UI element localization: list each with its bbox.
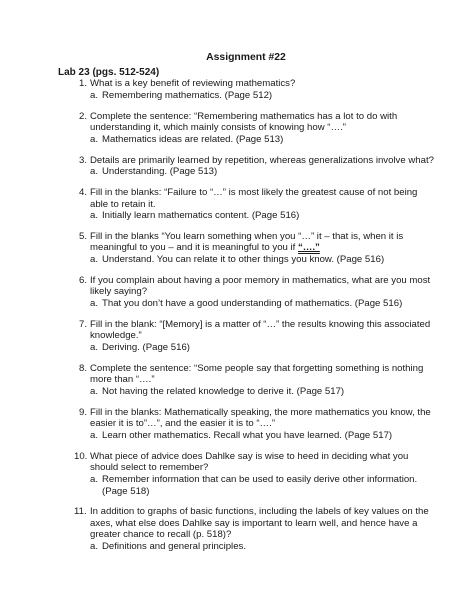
answer-letter: a. bbox=[90, 133, 99, 145]
answer-letter: a. bbox=[90, 254, 99, 266]
question-11 bbox=[58, 506, 434, 552]
answer-5 bbox=[90, 254, 434, 266]
answer-2 bbox=[90, 134, 434, 146]
answer-letter: a. bbox=[90, 429, 99, 441]
question-8 bbox=[58, 363, 434, 398]
answer-text: Initially learn mathematics content. (Page 516) bbox=[102, 210, 300, 222]
question-text bbox=[90, 231, 434, 254]
question-number: 5. bbox=[79, 230, 88, 242]
answer-letter: a. bbox=[90, 210, 99, 222]
question-7 bbox=[58, 319, 434, 354]
question-text: Fill in the blanks: Mathematically speaking, the more mathematics you know, the easier it is to”…”, and the easier it is to “….” bbox=[90, 406, 431, 430]
answer-text: That you don’t have a good understanding of mathematics. (Page 516) bbox=[102, 298, 403, 310]
answer-letter: a. bbox=[90, 473, 99, 485]
question-number: 1. bbox=[79, 78, 88, 90]
lab-heading: Lab 23 (pgs. 512-524) bbox=[58, 66, 160, 78]
answer-7 bbox=[90, 342, 434, 354]
answer-letter: a. bbox=[90, 541, 99, 553]
question-text: What piece of advice does Dahlke say is wise to heed in deciding what you should select to remember? bbox=[90, 450, 409, 474]
question-text-main: Fill in the blanks “You learn something when you “…” it – that is, when it is meaningful to you – and it is meaningful to you if bbox=[90, 230, 404, 254]
answer-6 bbox=[90, 298, 434, 310]
answer-letter: a. bbox=[90, 298, 99, 310]
question-10 bbox=[58, 451, 434, 497]
question-text: If you complain about having a poor memory in mathematics, what are you most likely saying? bbox=[90, 274, 431, 298]
question-number: 6. bbox=[79, 274, 88, 286]
answer-9 bbox=[90, 430, 434, 442]
question-text: What is a key benefit of reviewing mathematics? bbox=[90, 78, 296, 90]
answer-text: Deriving. (Page 516) bbox=[102, 342, 190, 353]
question-number: 2. bbox=[79, 110, 88, 122]
question-4 bbox=[58, 187, 434, 222]
page-title: Assignment #22 bbox=[206, 52, 286, 63]
question-text: Complete the sentence: “Some people say that forgetting something is nothing more than “….” bbox=[90, 362, 424, 386]
answer-8 bbox=[90, 386, 434, 398]
question-number: 10. bbox=[74, 450, 88, 462]
answer-text: Learn other mathematics. Recall what you have learned. (Page 517) bbox=[102, 429, 393, 441]
question-text: Fill in the blanks: “Failure to “…” is most likely the greatest cause of not being able to retain it. bbox=[90, 186, 418, 210]
question-number: 9. bbox=[79, 406, 88, 418]
question-2 bbox=[58, 111, 434, 146]
question-number: 11. bbox=[74, 506, 87, 518]
answer-letter: a. bbox=[90, 342, 99, 353]
question-6 bbox=[58, 275, 434, 310]
question-3 bbox=[58, 155, 434, 178]
answer-text: Not having the related knowledge to derive it. (Page 517) bbox=[102, 385, 345, 397]
question-number: 7. bbox=[79, 318, 88, 330]
answer-11 bbox=[90, 541, 434, 553]
answer-3 bbox=[90, 166, 434, 178]
answer-letter: a. bbox=[90, 166, 99, 178]
emphasized-blank: “….” bbox=[298, 242, 320, 254]
question-text: Fill in the blank: “[Memory] is a matter of “…” the results knowing this associated knowledge.” bbox=[90, 318, 431, 342]
question-text: Complete the sentence: “Remembering mathematics has a lot to do with understanding it, which mainly consists of knowing how “….” bbox=[90, 110, 398, 134]
question-5 bbox=[58, 231, 434, 266]
question-list bbox=[58, 78, 434, 552]
question-number: 3. bbox=[79, 154, 88, 166]
question-number: 4. bbox=[79, 186, 88, 198]
answer-text: Understand. You can relate it to other things you know. (Page 516) bbox=[102, 254, 385, 266]
question-text: Details are primarily learned by repetition, whereas generalizations involve what? bbox=[90, 154, 434, 166]
question-9 bbox=[58, 407, 434, 442]
answer-1 bbox=[90, 90, 434, 102]
answer-letter: a. bbox=[90, 89, 99, 101]
answer-10 bbox=[90, 474, 434, 497]
answer-text: Remember information that can be used to easily derive other information. (Page 518) bbox=[102, 473, 418, 497]
answer-text: Definitions and general principles. bbox=[102, 541, 246, 553]
question-number: 8. bbox=[79, 362, 88, 374]
answer-text: Mathematics ideas are related. (Page 513) bbox=[102, 133, 284, 145]
answer-4 bbox=[90, 210, 434, 222]
question-text: In addition to graphs of basic functions, including the labels of key values on the axes, what else does Dahlke say is important to learn well, and hence have a greater chance to recall (p. 518)? bbox=[90, 506, 429, 541]
answer-text: Remembering mathematics. (Page 512) bbox=[102, 89, 273, 101]
answer-letter: a. bbox=[90, 385, 99, 397]
question-1 bbox=[58, 78, 434, 101]
answer-text: Understanding. (Page 513) bbox=[102, 166, 218, 178]
